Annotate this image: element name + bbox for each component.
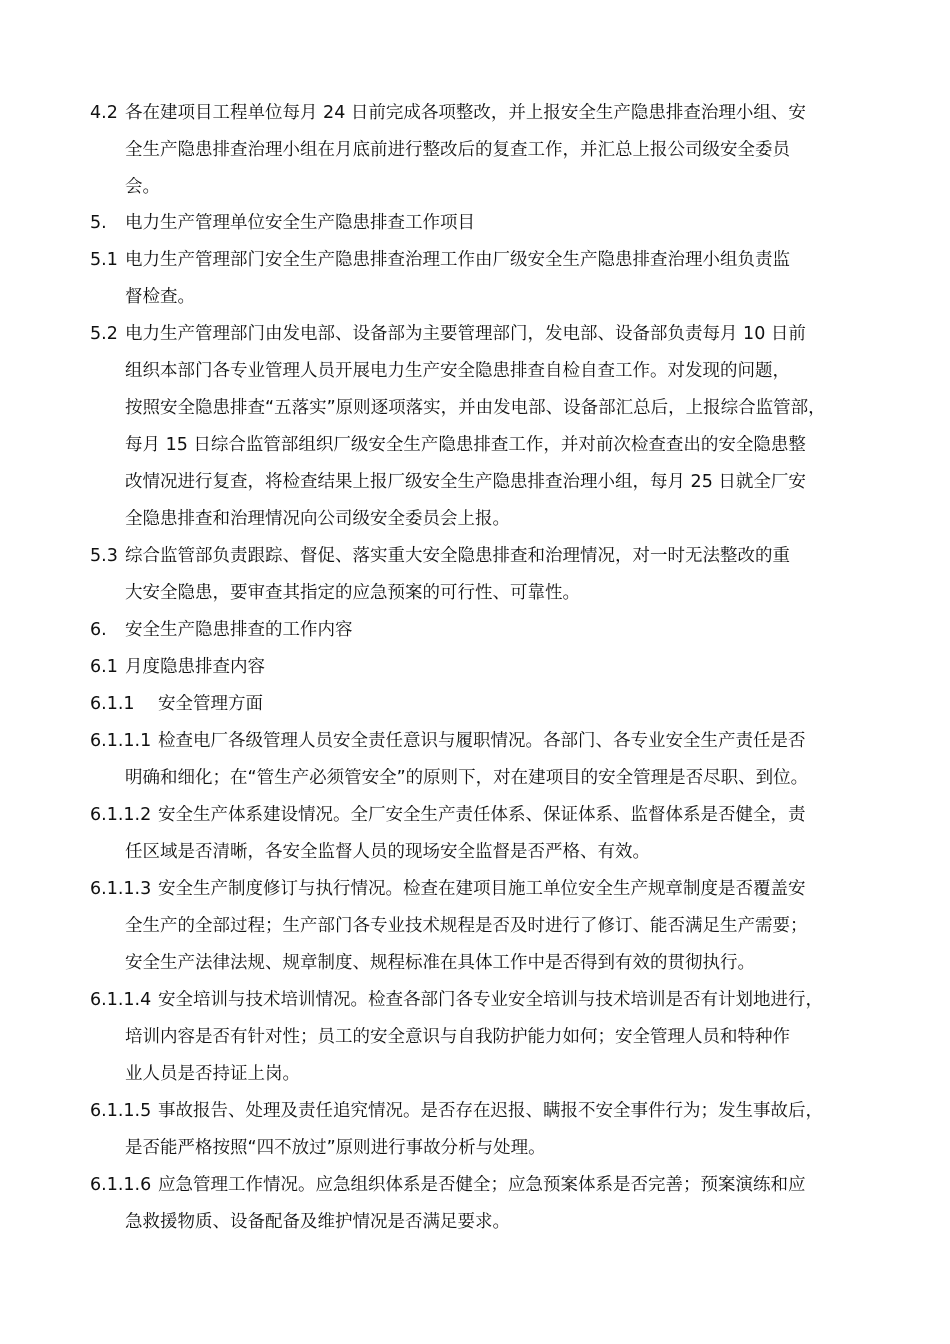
paragraph-line: 明确和细化；在“管生产必须管安全”的原则下，对在建项目的安全管理是否尽职、到位。 xyxy=(125,768,809,788)
paragraph-6-1-1-2 xyxy=(90,797,870,871)
paragraph-line: 按照安全隐患排查“五落实”原则逐项落实，并由发电部、设备部汇总后，上报综合监管部， xyxy=(125,398,826,418)
paragraph-line: 安全生产体系建设情况。全厂安全生产责任体系、保证体系、监督体系是否健全，责 xyxy=(158,805,806,825)
paragraph-line: 任区域是否清晰，各安全监督人员的现场安全监督是否严格、有效。 xyxy=(125,842,650,862)
section-number: 6.1.1.5 xyxy=(90,1101,152,1121)
heading-text: 安全生产隐患排查的工作内容 xyxy=(125,620,353,640)
paragraph-5-1 xyxy=(90,242,870,316)
paragraph-line: 安全生产法律法规、规章制度、规程标准在具体工作中是否得到有效的贯彻执行。 xyxy=(125,953,755,973)
section-number: 6.1.1 xyxy=(90,694,135,714)
section-number: 5.1 xyxy=(90,250,118,270)
paragraph-line: 安全生产制度修订与执行情况。检查在建项目施工单位安全生产规章制度是否覆盖安 xyxy=(158,879,806,899)
section-number: 6.1.1.3 xyxy=(90,879,152,899)
paragraph-6-1-1-3 xyxy=(90,871,870,982)
section-number: 6.1 xyxy=(90,657,118,677)
paragraph-line: 综合监管部负责跟踪、督促、落实重大安全隐患排查和治理情况，对一时无法整改的重 xyxy=(125,546,790,566)
paragraph-line: 电力生产管理部门安全生产隐患排查治理工作由厂级安全生产隐患排查治理小组负责监 xyxy=(125,250,790,270)
section-number: 5.3 xyxy=(90,546,118,566)
heading-text: 月度隐患排查内容 xyxy=(125,657,265,677)
paragraph-line: 事故报告、处理及责任追究情况。是否存在迟报、瞒报不安全事件行为；发生事故后， xyxy=(158,1101,823,1121)
section-number: 6.1.1.1 xyxy=(90,731,152,751)
paragraph-5-2 xyxy=(90,316,870,538)
heading-text: 安全管理方面 xyxy=(158,694,263,714)
paragraph-line: 电力生产管理部门由发电部、设备部为主要管理部门，发电部、设备部负责每月 10 日前 xyxy=(125,324,806,344)
section-number: 6.1.1.2 xyxy=(90,805,152,825)
paragraph-line: 督检查。 xyxy=(125,287,195,307)
paragraph-line: 业人员是否持证上岗。 xyxy=(125,1064,300,1084)
paragraph-line: 会。 xyxy=(125,177,160,197)
heading-5 xyxy=(90,205,870,242)
paragraph-line: 培训内容是否有针对性；员工的安全意识与自我防护能力如何；安全管理人员和特种作 xyxy=(125,1027,790,1047)
paragraph-line: 检查电厂各级管理人员安全责任意识与履职情况。各部门、各专业安全生产责任是否 xyxy=(158,731,806,751)
paragraph-line: 各在建项目工程单位每月 24 日前完成各项整改，并上报安全生产隐患排查治理小组、安 xyxy=(125,103,806,123)
paragraph-6-1-1-6 xyxy=(90,1167,870,1241)
paragraph-line: 全生产的全部过程；生产部门各专业技术规程是否及时进行了修订、能否满足生产需要； xyxy=(125,916,808,936)
paragraph-4-2 xyxy=(90,95,870,206)
paragraph-line: 应急管理工作情况。应急组织体系是否健全；应急预案体系是否完善；预案演练和应 xyxy=(158,1175,806,1195)
paragraph-line: 每月 15 日综合监管部组织厂级安全生产隐患排查工作，并对前次检查查出的安全隐患整 xyxy=(125,435,806,455)
section-number: 5. xyxy=(90,213,107,233)
section-number: 5.2 xyxy=(90,324,118,344)
heading-6 xyxy=(90,612,870,649)
paragraph-6-1-1-1 xyxy=(90,723,870,797)
paragraph-6-1-1-4 xyxy=(90,982,870,1093)
paragraph-line: 安全培训与技术培训情况。检查各部门各专业安全培训与技术培训是否有计划地进行， xyxy=(158,990,823,1010)
paragraph-line: 大安全隐患，要审查其指定的应急预案的可行性、可靠性。 xyxy=(125,583,580,603)
heading-text: 电力生产管理单位安全生产隐患排查工作项目 xyxy=(125,213,475,233)
paragraph-line: 全隐患排查和治理情况向公司级安全委员会上报。 xyxy=(125,509,510,529)
paragraph-line: 是否能严格按照“四不放过”原则进行事故分析与处理。 xyxy=(125,1138,546,1158)
paragraph-line: 全生产隐患排查治理小组在月底前进行整改后的复查工作，并汇总上报公司级安全委员 xyxy=(125,140,790,160)
paragraph-line: 急救援物质、设备配备及维护情况是否满足要求。 xyxy=(125,1212,510,1232)
paragraph-5-3 xyxy=(90,538,870,612)
section-number: 4.2 xyxy=(90,103,118,123)
section-number: 6. xyxy=(90,620,107,640)
paragraph-line: 改情况进行复查，将检查结果上报厂级安全生产隐患排查治理小组，每月 25 日就全厂安 xyxy=(125,472,806,492)
heading-6-1 xyxy=(90,649,870,686)
paragraph-line: 组织本部门各专业管理人员开展电力生产安全隐患排查自检自查工作。对发现的问题， xyxy=(125,361,790,381)
section-number: 6.1.1.6 xyxy=(90,1175,152,1195)
heading-6-1-1 xyxy=(90,686,870,723)
paragraph-6-1-1-5 xyxy=(90,1093,870,1167)
section-number: 6.1.1.4 xyxy=(90,990,152,1010)
